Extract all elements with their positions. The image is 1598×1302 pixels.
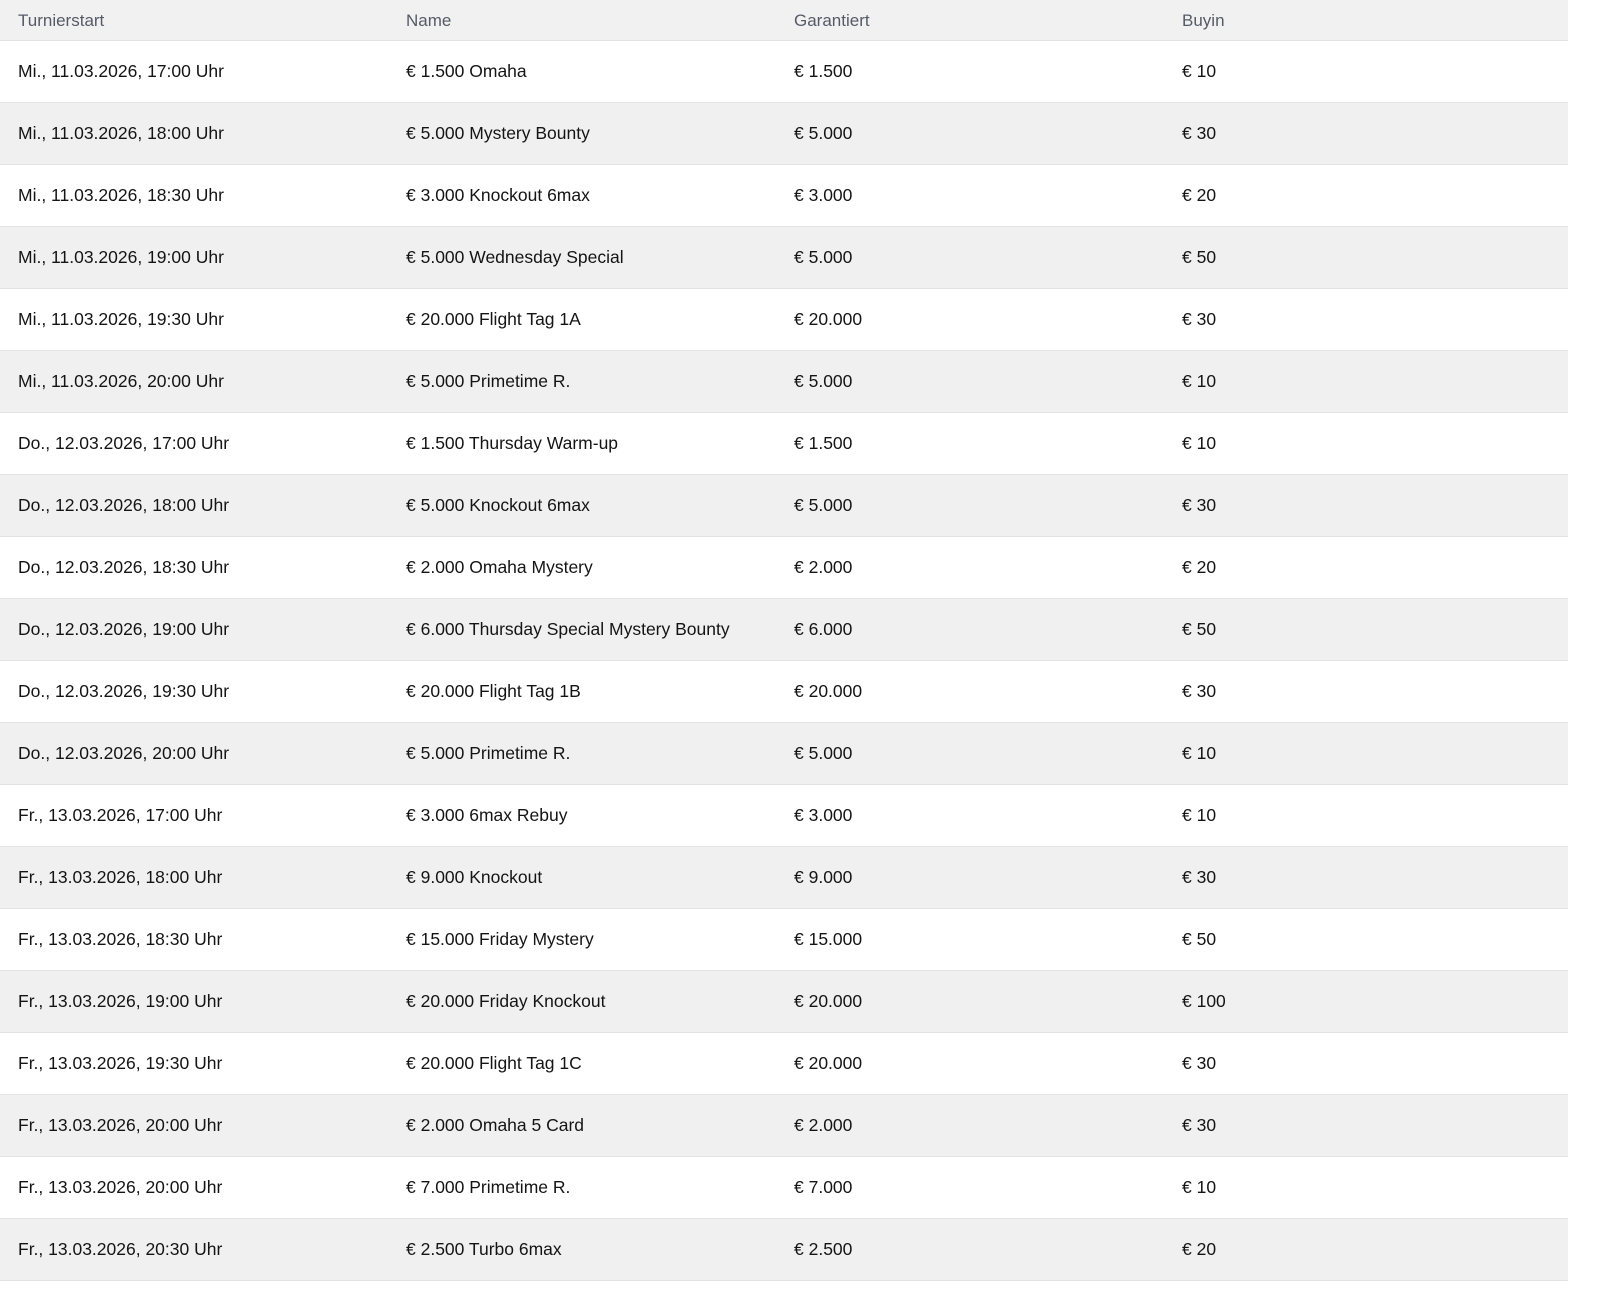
table-row[interactable]: [0, 847, 1568, 909]
table-row[interactable]: [0, 723, 1568, 785]
cell-buyin: € 20: [1182, 185, 1217, 205]
table-row[interactable]: [0, 289, 1568, 351]
cell-start: Fr., 13.03.2026, 17:00 Uhr: [18, 805, 223, 825]
table-row[interactable]: [0, 1033, 1568, 1095]
cell-buyin: € 30: [1182, 309, 1217, 329]
cell-guaranteed: € 1.500: [794, 433, 853, 453]
cell-buyin: € 50: [1182, 247, 1217, 267]
cell-guaranteed: € 2.000: [794, 557, 853, 577]
cell-guaranteed: € 5.000: [794, 247, 853, 267]
cell-guaranteed: € 20.000: [794, 309, 863, 329]
table-row[interactable]: [0, 351, 1568, 413]
cell-buyin: € 50: [1182, 929, 1217, 949]
cell-buyin: € 10: [1182, 433, 1217, 453]
cell-name: € 7.000 Primetime R.: [406, 1177, 571, 1197]
cell-buyin: € 30: [1182, 1115, 1217, 1135]
table-body: [0, 41, 1568, 1281]
table-row[interactable]: [0, 413, 1568, 475]
cell-name: € 5.000 Mystery Bounty: [406, 123, 590, 143]
cell-start: Mi., 11.03.2026, 19:00 Uhr: [18, 247, 224, 267]
cell-name: € 20.000 Flight Tag 1C: [406, 1053, 582, 1073]
cell-buyin: € 10: [1182, 805, 1217, 825]
cell-guaranteed: € 2.500: [794, 1239, 853, 1259]
cell-name: € 5.000 Primetime R.: [406, 743, 571, 763]
table-row[interactable]: [0, 475, 1568, 537]
table-row[interactable]: [0, 1157, 1568, 1219]
cell-buyin: € 10: [1182, 1177, 1217, 1197]
table-row[interactable]: [0, 165, 1568, 227]
cell-guaranteed: € 5.000: [794, 371, 853, 391]
cell-guaranteed: € 3.000: [794, 805, 853, 825]
cell-buyin: € 50: [1182, 619, 1217, 639]
cell-guaranteed: € 1.500: [794, 61, 853, 81]
cell-name: € 3.000 Knockout 6max: [406, 185, 590, 205]
cell-buyin: € 30: [1182, 495, 1217, 515]
cell-guaranteed: € 5.000: [794, 743, 853, 763]
cell-start: Do., 12.03.2026, 19:00 Uhr: [18, 619, 230, 639]
cell-name: € 5.000 Primetime R.: [406, 371, 571, 391]
table-row[interactable]: [0, 785, 1568, 847]
table-row[interactable]: [0, 661, 1568, 723]
cell-buyin: € 10: [1182, 371, 1217, 391]
cell-name: € 1.500 Thursday Warm-up: [406, 433, 619, 453]
table-row[interactable]: [0, 909, 1568, 971]
table-row[interactable]: [0, 537, 1568, 599]
cell-start: Fr., 13.03.2026, 20:30 Uhr: [18, 1239, 223, 1259]
cell-start: Fr., 13.03.2026, 19:00 Uhr: [18, 991, 223, 1011]
cell-start: Do., 12.03.2026, 20:00 Uhr: [18, 743, 230, 763]
table-header: [0, 0, 1568, 41]
table-row[interactable]: [0, 1095, 1568, 1157]
cell-start: Mi., 11.03.2026, 20:00 Uhr: [18, 371, 224, 391]
cell-name: € 2.000 Omaha 5 Card: [406, 1115, 585, 1135]
cell-name: € 20.000 Flight Tag 1A: [406, 309, 581, 329]
cell-buyin: € 30: [1182, 123, 1217, 143]
cell-name: € 6.000 Thursday Special Mystery Bounty: [406, 619, 730, 639]
cell-guaranteed: € 20.000: [794, 1053, 863, 1073]
cell-start: Do., 12.03.2026, 17:00 Uhr: [18, 433, 230, 453]
cell-name: € 2.500 Turbo 6max: [406, 1239, 562, 1259]
cell-buyin: € 30: [1182, 1053, 1217, 1073]
table-row[interactable]: [0, 599, 1568, 661]
cell-guaranteed: € 15.000: [794, 929, 863, 949]
cell-guaranteed: € 5.000: [794, 495, 853, 515]
cell-buyin: € 20: [1182, 1239, 1217, 1259]
cell-buyin: € 10: [1182, 743, 1217, 763]
cell-buyin: € 100: [1182, 991, 1226, 1011]
column-header-name[interactable]: Name: [406, 10, 452, 30]
cell-start: Fr., 13.03.2026, 20:00 Uhr: [18, 1177, 223, 1197]
column-header-start[interactable]: Turnierstart: [18, 10, 105, 30]
cell-start: Mi., 11.03.2026, 17:00 Uhr: [18, 61, 224, 81]
cell-buyin: € 30: [1182, 681, 1217, 701]
cell-name: € 20.000 Flight Tag 1B: [406, 681, 581, 701]
cell-start: Do., 12.03.2026, 18:30 Uhr: [18, 557, 230, 577]
cell-guaranteed: € 9.000: [794, 867, 853, 887]
column-header-guaranteed[interactable]: Garantiert: [794, 10, 870, 30]
cell-start: Mi., 11.03.2026, 18:30 Uhr: [18, 185, 224, 205]
cell-guaranteed: € 5.000: [794, 123, 853, 143]
cell-name: € 2.000 Omaha Mystery: [406, 557, 593, 577]
cell-guaranteed: € 3.000: [794, 185, 853, 205]
cell-name: € 1.500 Omaha: [406, 61, 527, 81]
column-header-buyin[interactable]: Buyin: [1182, 10, 1225, 30]
cell-start: Fr., 13.03.2026, 18:30 Uhr: [18, 929, 223, 949]
cell-guaranteed: € 20.000: [794, 681, 863, 701]
table-row[interactable]: [0, 971, 1568, 1033]
cell-name: € 20.000 Friday Knockout: [406, 991, 606, 1011]
cell-name: € 5.000 Knockout 6max: [406, 495, 590, 515]
cell-guaranteed: € 6.000: [794, 619, 853, 639]
cell-start: Mi., 11.03.2026, 18:00 Uhr: [18, 123, 224, 143]
cell-start: Fr., 13.03.2026, 18:00 Uhr: [18, 867, 223, 887]
cell-start: Do., 12.03.2026, 18:00 Uhr: [18, 495, 230, 515]
cell-name: € 15.000 Friday Mystery: [406, 929, 594, 949]
cell-guaranteed: € 7.000: [794, 1177, 853, 1197]
cell-start: Fr., 13.03.2026, 19:30 Uhr: [18, 1053, 223, 1073]
cell-start: Do., 12.03.2026, 19:30 Uhr: [18, 681, 230, 701]
table-row[interactable]: [0, 227, 1568, 289]
table-row[interactable]: [0, 1219, 1568, 1281]
cell-buyin: € 20: [1182, 557, 1217, 577]
cell-guaranteed: € 2.000: [794, 1115, 853, 1135]
cell-name: € 3.000 6max Rebuy: [406, 805, 568, 825]
cell-buyin: € 10: [1182, 61, 1217, 81]
table-row[interactable]: [0, 103, 1568, 165]
cell-name: € 5.000 Wednesday Special: [406, 247, 624, 267]
cell-name: € 9.000 Knockout: [406, 867, 543, 887]
table-row[interactable]: [0, 41, 1568, 103]
cell-start: Mi., 11.03.2026, 19:30 Uhr: [18, 309, 224, 329]
cell-start: Fr., 13.03.2026, 20:00 Uhr: [18, 1115, 223, 1135]
cell-guaranteed: € 20.000: [794, 991, 863, 1011]
cell-buyin: € 30: [1182, 867, 1217, 887]
